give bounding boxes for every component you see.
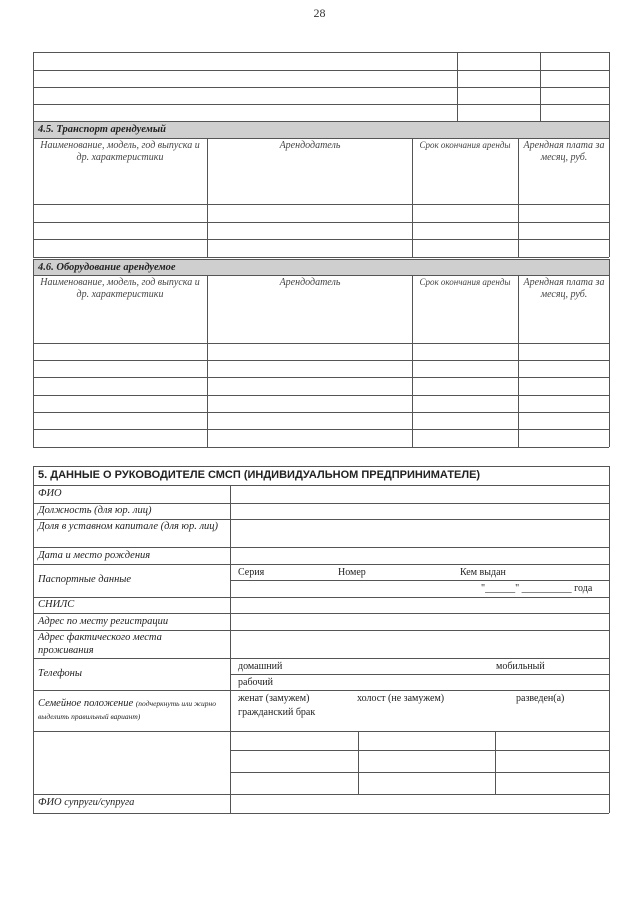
label-snils: СНИЛС: [38, 599, 75, 610]
passport-date-field[interactable]: "______" __________ года: [481, 583, 593, 594]
col-header-lease-end: Срок окончания аренды: [419, 277, 511, 287]
phone-home-label: домашний: [238, 661, 283, 672]
passport-issued-label: Кем выдан: [460, 567, 506, 578]
option-single[interactable]: холост (не замужем): [357, 693, 445, 704]
passport-series-label: Серия: [238, 567, 265, 578]
label-fio: ФИО: [38, 488, 62, 499]
col-header-lease-end: Срок окончания аренды: [419, 140, 511, 150]
label-actual-address: Адрес фактического места проживания: [38, 632, 162, 656]
label-reg-address: Адрес по месту регистрации: [38, 616, 169, 627]
section-4-6-title: 4.6. Оборудование арендуемое: [38, 262, 176, 273]
option-divorced[interactable]: разведен(а): [516, 693, 565, 704]
col-header-lessor: Арендодатель: [279, 140, 341, 151]
label-passport: Паспортные данные: [38, 574, 132, 585]
label-spouse-fio: ФИО супруги/супруга: [38, 797, 135, 808]
section-4-5-title: 4.5. Транспорт арендуемый: [38, 124, 166, 135]
page-number: 28: [313, 6, 326, 20]
label-birth: Дата и место рождения: [38, 550, 151, 561]
col-header-name: Наименование, модель, год выпуска и др. характеристики: [40, 277, 200, 300]
col-header-rent: Арендная плата за месяц, руб.: [523, 277, 605, 300]
col-header-rent: Арендная плата за месяц, руб.: [523, 140, 605, 163]
label-marital-note: (подчеркнуть или жирно выделить правильный вариант): [38, 699, 217, 721]
label-marital: Семейное положение: [38, 698, 134, 709]
phone-work-label: рабочий: [238, 677, 273, 688]
col-header-lessor: Арендодатель: [279, 277, 341, 288]
label-position: Должность (для юр. лиц): [38, 505, 152, 516]
phone-mobile-label: мобильный: [496, 661, 545, 672]
col-header-name: Наименование, модель, год выпуска и др. характеристики: [40, 140, 200, 163]
option-civil-marriage[interactable]: гражданский брак: [238, 707, 316, 718]
label-phones: Телефоны: [38, 668, 82, 679]
section-5-title: 5. ДАННЫЕ О РУКОВОДИТЕЛЕ СМСП (ИНДИВИДУАЛЬНОМ ПРЕДПРИНИМАТЕЛЕ): [38, 469, 481, 481]
passport-number-label: Номер: [338, 567, 366, 578]
option-married[interactable]: женат (замужем): [238, 693, 310, 704]
label-share: Доля в уставном капитале (для юр. лиц): [38, 521, 219, 532]
